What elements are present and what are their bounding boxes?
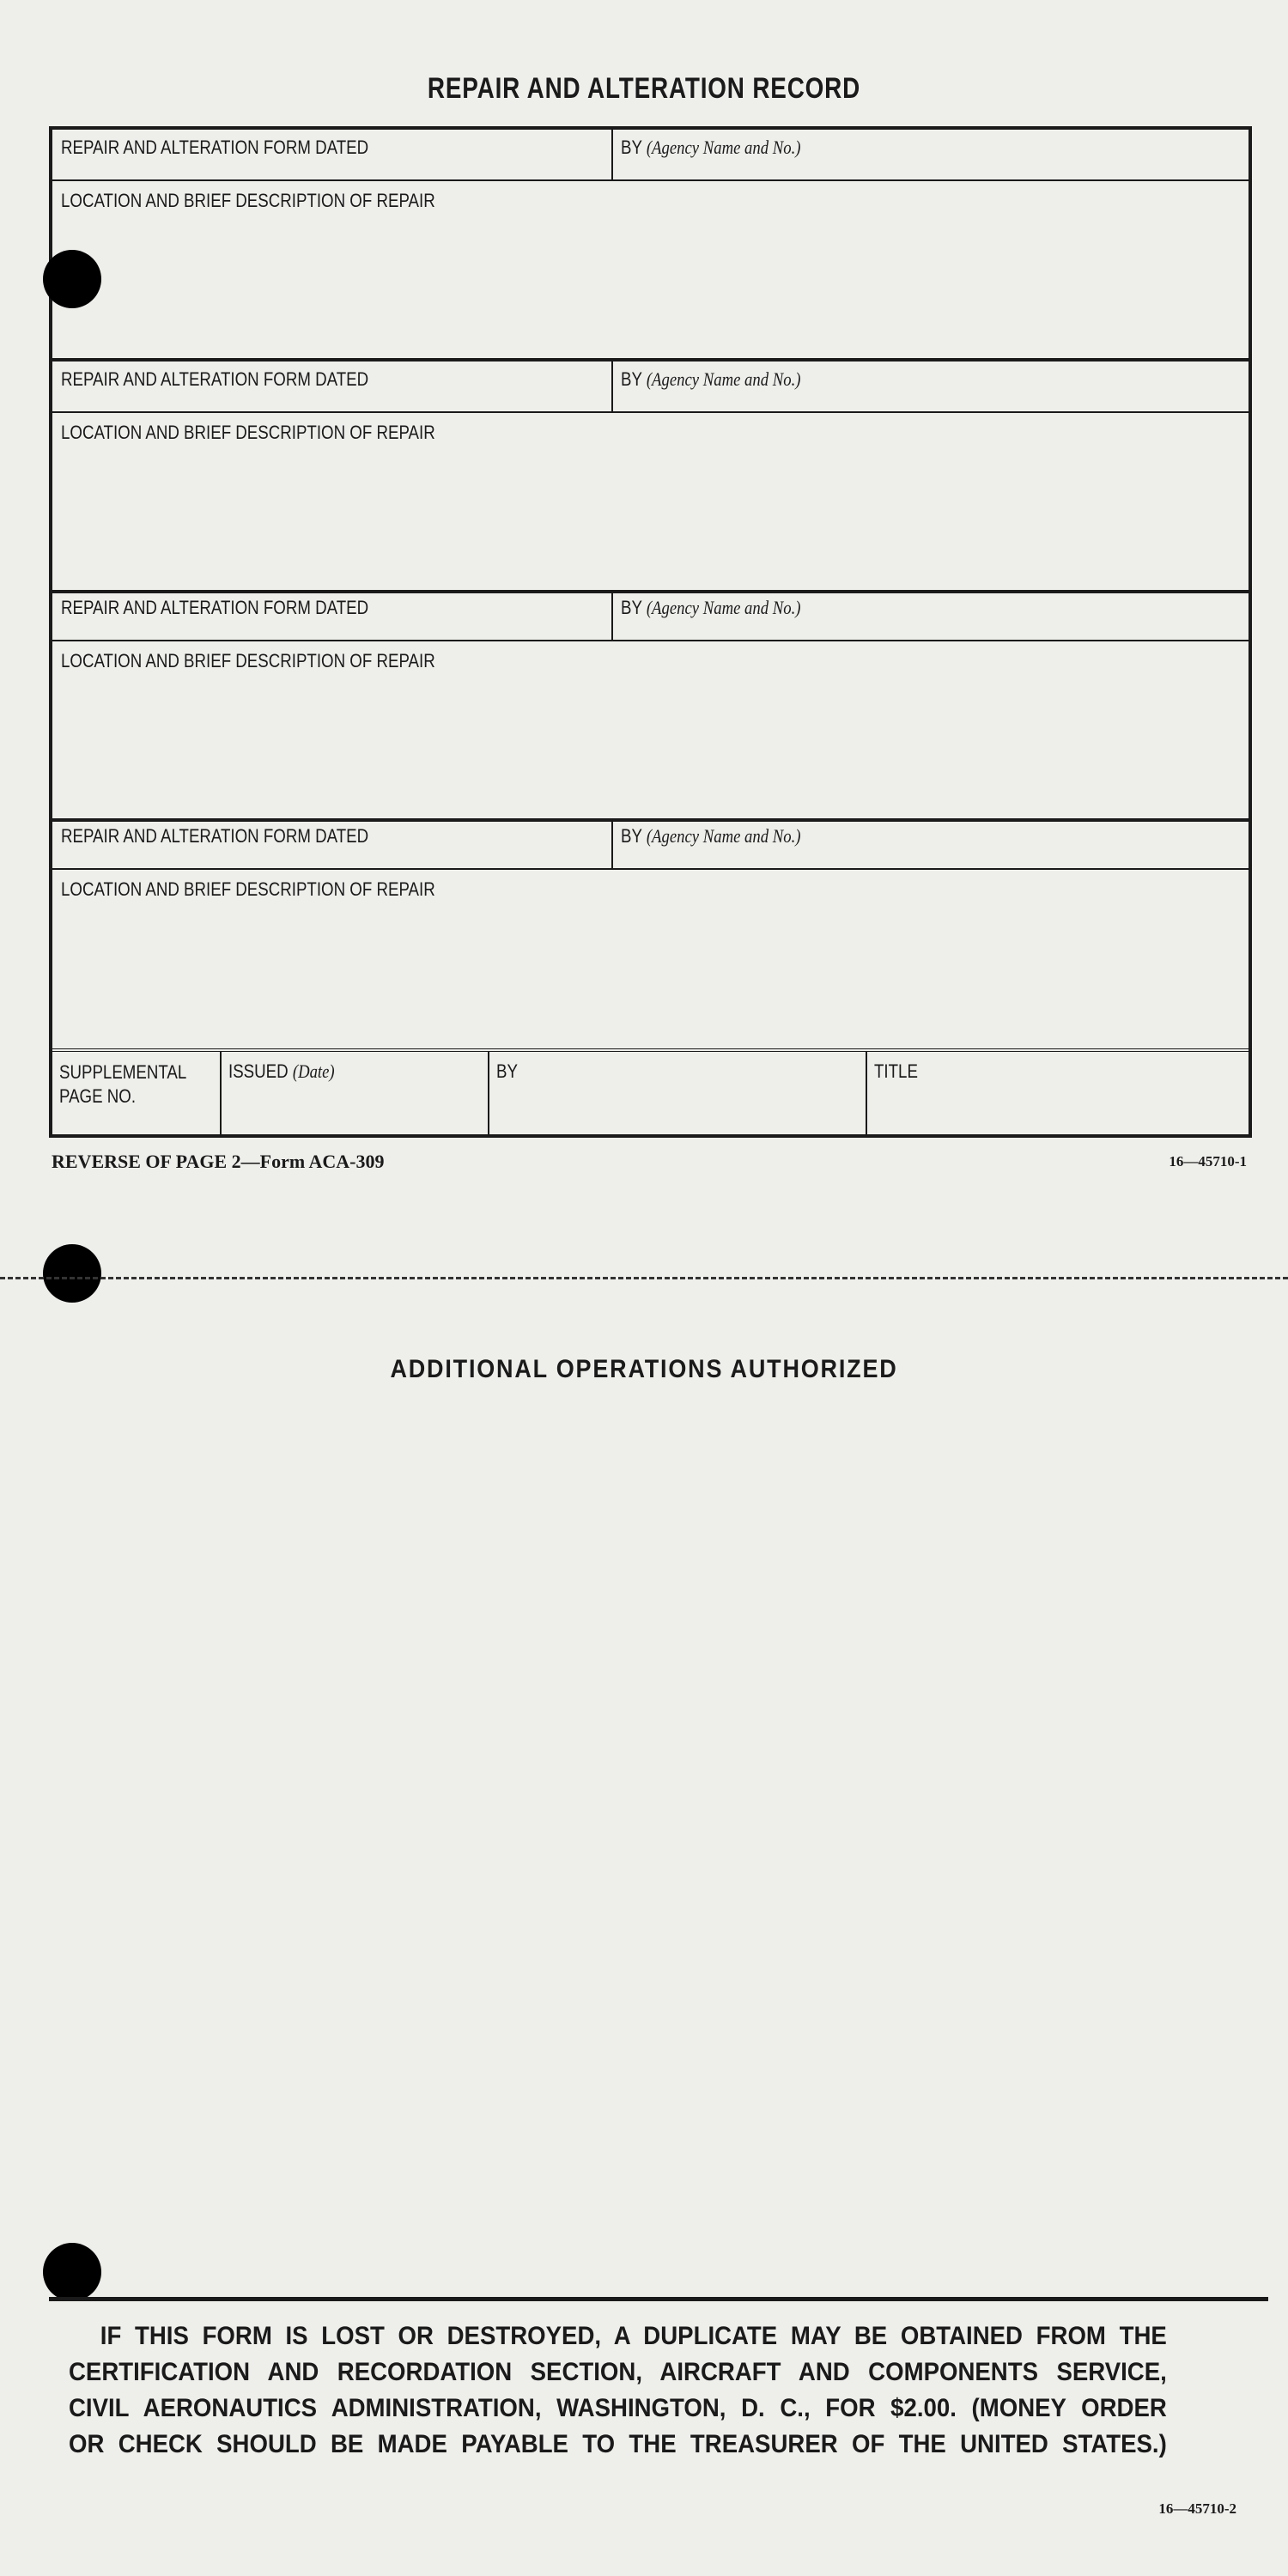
section-title: ADDITIONAL OPERATIONS AUTHORIZED (390, 1355, 898, 1383)
print-code: 16—45710-1 (1169, 1153, 1247, 1170)
form-dated-label: REPAIR AND ALTERATION FORM DATED (61, 825, 369, 847)
print-code: 16—45710-2 (1158, 2500, 1236, 2517)
location-label: LOCATION AND BRIEF DESCRIPTION OF REPAIR (61, 422, 435, 443)
supplemental-page-label: SUPPLEMENTAL PAGE NO. (59, 1061, 187, 1107)
page-title: REPAIR AND ALTERATION RECORD (427, 72, 861, 105)
location-label: LOCATION AND BRIEF DESCRIPTION OF REPAIR (61, 190, 435, 211)
punch-hole (43, 250, 101, 308)
punch-hole (43, 1244, 101, 1303)
by-label: BY (Agency Name and No.) (621, 137, 801, 158)
divider (49, 2297, 1268, 2301)
repair-entry (52, 590, 1249, 822)
lost-form-notice: IF THIS FORM IS LOST OR DESTROYED, A DUPLICATE MAY BE OBTAINED FROM THE CERTIFICATION AND RECORDATION SECTION, AIRCRAFT AND COMPONENTS SERVICE, CIVIL AERONAUTICS ADMINISTRATION, WASHINGTON, D. C., FOR $2.00. (MONEY ORDER OR CHECK SHOULD BE MADE PAYABLE TO THE TREASURER OF THE UNITED STATES.) (69, 2322, 1167, 2458)
supplemental-row (52, 1048, 1249, 1138)
title-label: TITLE (874, 1060, 918, 1082)
by-label: BY (Agency Name and No.) (621, 597, 801, 618)
repair-entry (52, 130, 1249, 361)
form-dated-label: REPAIR AND ALTERATION FORM DATED (61, 597, 369, 618)
repair-record-table (49, 126, 1252, 1138)
form-dated-label: REPAIR AND ALTERATION FORM DATED (61, 368, 369, 390)
location-label: LOCATION AND BRIEF DESCRIPTION OF REPAIR (61, 650, 435, 671)
issued-label: ISSUED (Date) (228, 1060, 335, 1082)
form-dated-label: REPAIR AND ALTERATION FORM DATED (61, 137, 369, 158)
punch-hole (43, 2243, 101, 2301)
by-label: BY (Agency Name and No.) (621, 368, 801, 390)
repair-entry (52, 818, 1249, 1047)
by-label: BY (496, 1060, 518, 1082)
repair-entry (52, 361, 1249, 593)
location-label: LOCATION AND BRIEF DESCRIPTION OF REPAIR (61, 878, 435, 900)
form-reference: REVERSE OF PAGE 2—Form ACA-309 (52, 1151, 385, 1172)
perforation-line (0, 1277, 1288, 1279)
by-label: BY (Agency Name and No.) (621, 825, 801, 847)
